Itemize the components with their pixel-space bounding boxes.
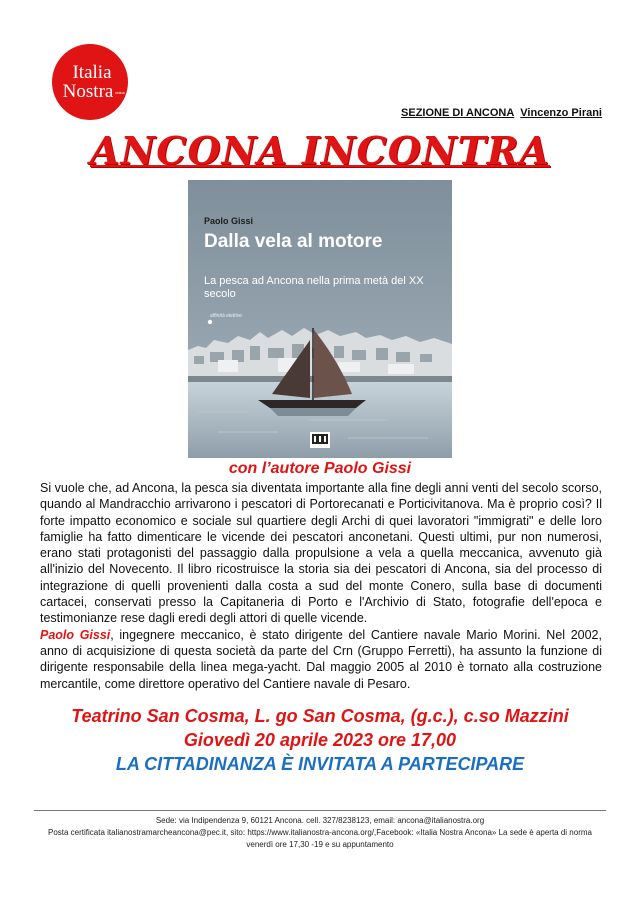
section-person: Vincenzo Pirani xyxy=(520,107,602,119)
author-bio xyxy=(40,627,602,692)
cover-series: affinità elettive xyxy=(210,313,242,319)
footer-address: Sede: via Indipendenza 9, 60121 Ancona. cell. 327/8238123, email: ancona@italianostra.org xyxy=(155,816,485,825)
logo-badge: onlus xyxy=(115,90,125,95)
book-description: Si vuole che, ad Ancona, la pesca sia diventata importante alla fine degli anni venti del secolo scorso, quando al Mandracchio arrivarono i pescatori di Portorecanati e Porticivitanova. Ma è proprio così? Il forte impatto economico e sociale sul quartiere degli Archi di quei lavoratori "immigrati" e delle loro famiglie ha fatto dimenticare le vicende dei pescatori anconetani. Questi ultimi, pur non numerosi, erano stati protagonisti del passaggio dalla propulsione a vela a quella meccanica, avvenuto già all'inizio del Novecento. Il libro ricostruisce la storia sia dei pescatori di Ancona, sia del processo di integrazione di quelli provenienti dalla costa a sud del monte Conero, sulla base di documenti cartacei, conservati presso la Capitaneria di Porto e l'Archivio di Stato, fotografie dell'epoca e testimonianze rese dagli eredi degli attori di quelle vicende. xyxy=(40,481,602,626)
book-cover xyxy=(188,180,452,458)
bio-text: , ingegnere meccanico, è stato dirigente del Cantiere navale Mario Morini. Nel 2002, anno di acquisizione di questa società da parte del Crn (Gruppo Ferretti), ha assunto la funzione di dirigente responsabile della linea mega-yacht. Dal maggio 2005 al 2010 è tornato alla costruzione mercantile, come direttore operativo del Cantiere navale di Pesaro. xyxy=(40,627,602,691)
invitation: LA CITTADINANZA È INVITATA A PARTECIPARE xyxy=(115,754,525,774)
cover-subtitle: La pesca ad Ancona nella prima metà del XX secolo xyxy=(204,275,424,300)
italia-nostra-logo xyxy=(50,42,130,122)
page-title: ANCONA INCONTRA xyxy=(90,128,550,173)
author-heading: con l’autore Paolo Gissi xyxy=(228,460,412,477)
footer-contacts: Posta certificata italianostramarcheancona@pec.it, sito: https://www.italianostra-ancona.org/,Facebook: «Italia Nostra Ancona» La sede è aperta di norma venerdì ore 17,30 -19 e su appuntamento xyxy=(48,828,592,849)
cover-title: Dalla vela al motore xyxy=(204,231,383,252)
event-date: Giovedì 20 aprile 2023 ore 17,00 xyxy=(183,730,457,750)
body-text xyxy=(40,480,602,692)
logo-line2: Nostra xyxy=(62,81,114,102)
bio-name: Paolo Gissi xyxy=(40,627,111,642)
footer xyxy=(40,815,600,851)
footer-divider xyxy=(34,810,606,811)
event-venue: Teatrino San Cosma, L. go San Cosma, (g.c.), c.so Mazzini xyxy=(71,706,569,726)
section-name: SEZIONE DI ANCONA xyxy=(401,107,515,119)
section-line xyxy=(401,107,602,119)
logo-line1: Italia xyxy=(72,62,112,83)
cover-author: Paolo Gissi xyxy=(204,216,254,226)
